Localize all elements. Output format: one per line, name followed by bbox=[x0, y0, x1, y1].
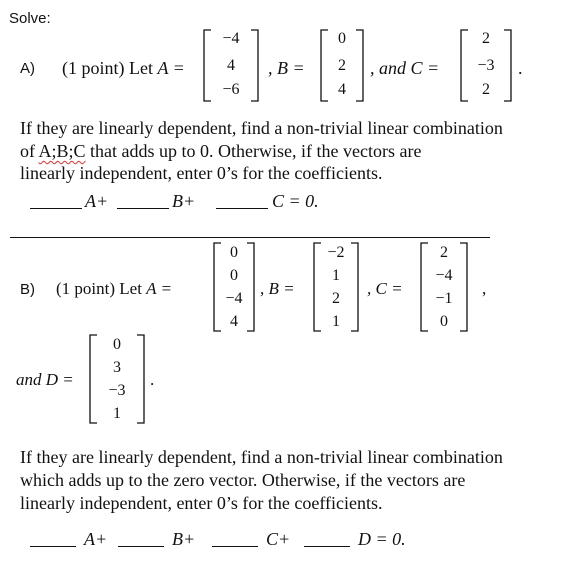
coefficient-a-input[interactable] bbox=[30, 546, 76, 547]
part-b-instructions-line-2: which adds up to the zero vector. Otherwise, if the vectors are bbox=[20, 470, 466, 490]
matrix-cell: 0 bbox=[113, 336, 121, 353]
matrix-cell: 2 bbox=[332, 290, 340, 307]
page-title: Solve: bbox=[9, 10, 51, 27]
matrix-cell: 1 bbox=[113, 405, 121, 422]
matrix-cell: −6 bbox=[222, 81, 240, 98]
term-b: B+ bbox=[172, 529, 196, 549]
part-b-comma: , bbox=[482, 279, 487, 298]
matrix-cell: 2 bbox=[338, 57, 346, 74]
vector-b-matrix bbox=[320, 28, 364, 103]
part-a-end-period: . bbox=[518, 58, 523, 78]
coefficient-c-input[interactable] bbox=[212, 546, 258, 547]
matrix-cell: −3 bbox=[108, 382, 126, 399]
matrix-cell: 1 bbox=[332, 267, 340, 284]
matrix-cell: 1 bbox=[332, 313, 340, 330]
vector-c-matrix bbox=[460, 28, 512, 103]
part-b-b-eq: , B = bbox=[260, 279, 295, 298]
term-b: B+ bbox=[172, 191, 196, 211]
vector-b-matrix bbox=[313, 241, 359, 333]
part-a-instructions-line-1: If they are linearly dependent, find a non-trivial linear combination bbox=[20, 118, 503, 138]
matrix-cell: 4 bbox=[338, 81, 346, 98]
matrix-cell: −2 bbox=[327, 244, 345, 261]
term-c: C+ bbox=[266, 529, 291, 549]
vector-d-matrix bbox=[89, 333, 145, 425]
part-a-c-eq: , and C = bbox=[370, 58, 440, 78]
part-a-label: A) bbox=[20, 60, 35, 77]
matrix-cell: 2 bbox=[482, 30, 490, 47]
matrix-cell: 4 bbox=[227, 57, 235, 74]
vector-list: A;B;C bbox=[38, 141, 86, 161]
coefficient-a-input[interactable] bbox=[30, 208, 82, 209]
matrix-cell: 4 bbox=[230, 313, 238, 330]
coefficient-b-input[interactable] bbox=[118, 546, 164, 547]
matrix-cell: 2 bbox=[440, 244, 448, 261]
vector-c-matrix bbox=[420, 241, 468, 333]
matrix-cell: −4 bbox=[435, 267, 453, 284]
coefficient-b-input[interactable] bbox=[117, 208, 169, 209]
matrix-cell: 0 bbox=[338, 30, 346, 47]
part-a-intro: (1 point) Let A = bbox=[62, 58, 185, 78]
part-b-d-eq: and D = bbox=[16, 370, 74, 389]
part-b-label: B) bbox=[20, 281, 35, 298]
matrix-cell: 0 bbox=[230, 267, 238, 284]
matrix-cell: −1 bbox=[435, 290, 453, 307]
coefficient-d-input[interactable] bbox=[304, 546, 350, 547]
part-a-instructions-line-2: of A;B;C that adds up to 0. Otherwise, if the vectors are bbox=[20, 141, 422, 161]
part-b-instructions-line-1: If they are linearly dependent, find a non-trivial linear combination bbox=[20, 447, 503, 467]
part-a-instructions-line-3: linearly independent, enter 0’s for the coefficients. bbox=[20, 163, 383, 183]
part-b-end-period: . bbox=[150, 370, 155, 389]
section-divider bbox=[10, 237, 490, 238]
term-a: A+ bbox=[85, 191, 109, 211]
matrix-cell: 0 bbox=[440, 313, 448, 330]
part-b-intro: (1 point) Let A = bbox=[56, 279, 172, 298]
vector-a-matrix bbox=[213, 241, 255, 333]
part-a-b-eq: , B = bbox=[268, 58, 305, 78]
part-b-c-eq: , C = bbox=[367, 279, 403, 298]
matrix-cell: 2 bbox=[482, 81, 490, 98]
matrix-cell: −3 bbox=[477, 57, 495, 74]
matrix-cell: −4 bbox=[225, 290, 243, 307]
coefficient-c-input[interactable] bbox=[216, 208, 268, 209]
vector-a-matrix bbox=[203, 28, 259, 103]
term-a: A+ bbox=[84, 529, 108, 549]
term-d: D = 0. bbox=[358, 529, 406, 549]
matrix-cell: 0 bbox=[230, 244, 238, 261]
matrix-cell: −4 bbox=[222, 30, 240, 47]
part-b-instructions-line-3: linearly independent, enter 0’s for the coefficients. bbox=[20, 493, 383, 513]
matrix-cell: 3 bbox=[113, 359, 121, 376]
term-c: C = 0. bbox=[272, 191, 319, 211]
